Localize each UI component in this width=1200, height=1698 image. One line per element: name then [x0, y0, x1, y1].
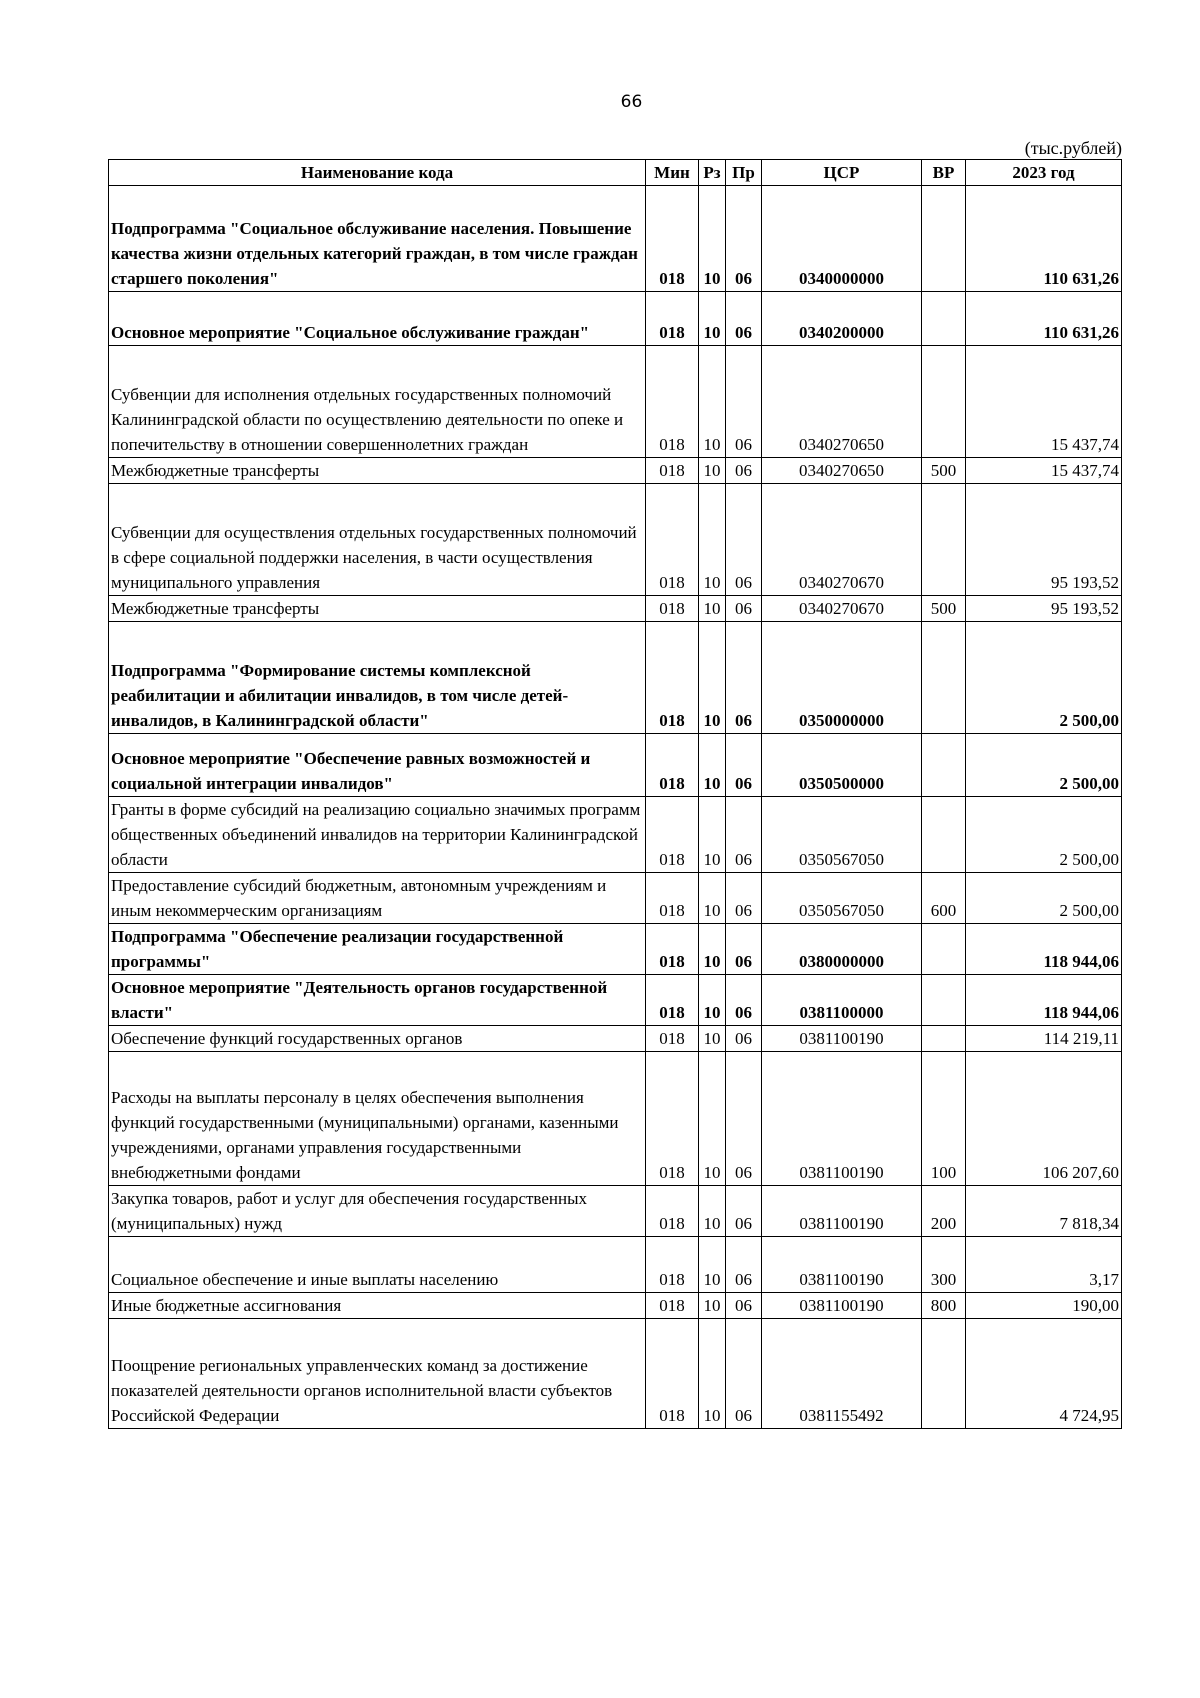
- header-year: 2023 год: [966, 160, 1122, 186]
- row-name: Закупка товаров, работ и услуг для обеспечения государственных (муниципальных) нужд: [109, 1186, 646, 1237]
- row-pr: 06: [726, 1186, 762, 1237]
- row-amount: 2 500,00: [966, 797, 1122, 873]
- row-vr: [922, 1319, 966, 1429]
- row-name: Иные бюджетные ассигнования: [109, 1293, 646, 1319]
- row-csr: 0381155492: [762, 1319, 922, 1429]
- row-amount: 118 944,06: [966, 924, 1122, 975]
- row-pr: 06: [726, 975, 762, 1026]
- row-min: 018: [646, 346, 699, 458]
- row-pr: 06: [726, 1026, 762, 1052]
- row-pr: 06: [726, 484, 762, 596]
- row-amount: 106 207,60: [966, 1052, 1122, 1186]
- row-rz: 10: [699, 458, 726, 484]
- table-row: [109, 596, 1122, 622]
- row-amount: 118 944,06: [966, 975, 1122, 1026]
- header-csr: ЦСР: [762, 160, 922, 186]
- row-csr: 0381100190: [762, 1026, 922, 1052]
- table-row: [109, 292, 1122, 346]
- row-min: 018: [646, 1293, 699, 1319]
- row-amount: 2 500,00: [966, 622, 1122, 734]
- row-min: 018: [646, 873, 699, 924]
- row-csr: 0340270670: [762, 484, 922, 596]
- table-row: [109, 346, 1122, 458]
- table-row: [109, 186, 1122, 292]
- row-csr: 0380000000: [762, 924, 922, 975]
- row-min: 018: [646, 1026, 699, 1052]
- table-row: [109, 873, 1122, 924]
- row-amount: 15 437,74: [966, 458, 1122, 484]
- row-min: 018: [646, 186, 699, 292]
- row-vr: [922, 975, 966, 1026]
- row-amount: 2 500,00: [966, 873, 1122, 924]
- row-name: Подпрограмма "Обеспечение реализации государственной программы": [109, 924, 646, 975]
- row-vr: [922, 186, 966, 292]
- table-row: [109, 458, 1122, 484]
- row-name: Социальное обеспечение и иные выплаты населению: [109, 1237, 646, 1293]
- row-name: Предоставление субсидий бюджетным, автономным учреждениям и иным некоммерческим организациям: [109, 873, 646, 924]
- table-row: [109, 975, 1122, 1026]
- row-rz: 10: [699, 1026, 726, 1052]
- table-row: [109, 1237, 1122, 1293]
- header-min: Мин: [646, 160, 699, 186]
- row-vr: 200: [922, 1186, 966, 1237]
- row-csr: 0381100190: [762, 1237, 922, 1293]
- row-csr: 0381100190: [762, 1186, 922, 1237]
- row-rz: 10: [699, 346, 726, 458]
- row-csr: 0350567050: [762, 873, 922, 924]
- page-number: 66: [620, 92, 643, 112]
- row-rz: 10: [699, 622, 726, 734]
- row-rz: 10: [699, 873, 726, 924]
- row-pr: 06: [726, 1237, 762, 1293]
- row-rz: 10: [699, 797, 726, 873]
- row-pr: 06: [726, 346, 762, 458]
- row-vr: 500: [922, 596, 966, 622]
- row-name: Гранты в форме субсидий на реализацию социально значимых программ общественных объединений инвалидов на территории Калининградской области: [109, 797, 646, 873]
- row-amount: 95 193,52: [966, 596, 1122, 622]
- row-rz: 10: [699, 734, 726, 797]
- row-amount: 114 219,11: [966, 1026, 1122, 1052]
- row-min: 018: [646, 1186, 699, 1237]
- table-row: [109, 1293, 1122, 1319]
- table-body: [109, 186, 1122, 1429]
- row-csr: 0350000000: [762, 622, 922, 734]
- row-vr: 800: [922, 1293, 966, 1319]
- units-label: (тыс.рублей): [1024, 138, 1122, 158]
- table-header-row: [109, 160, 1122, 186]
- row-vr: [922, 346, 966, 458]
- row-amount: 110 631,26: [966, 292, 1122, 346]
- row-pr: 06: [726, 1293, 762, 1319]
- table-row: [109, 1026, 1122, 1052]
- row-amount: 3,17: [966, 1237, 1122, 1293]
- table-row: [109, 734, 1122, 797]
- row-csr: 0340000000: [762, 186, 922, 292]
- row-vr: 600: [922, 873, 966, 924]
- row-name: Подпрограмма "Формирование системы комплексной реабилитации и абилитации инвалидов, в том числе детей-инвалидов, в Калининградской области": [109, 622, 646, 734]
- header-vr: ВР: [922, 160, 966, 186]
- row-amount: 190,00: [966, 1293, 1122, 1319]
- table-row: [109, 1319, 1122, 1429]
- row-name: Межбюджетные трансферты: [109, 596, 646, 622]
- row-amount: 4 724,95: [966, 1319, 1122, 1429]
- row-name: Подпрограмма "Социальное обслуживание населения. Повышение качества жизни отдельных категорий граждан, в том числе граждан старшего поколения": [109, 186, 646, 292]
- row-rz: 10: [699, 924, 726, 975]
- row-rz: 10: [699, 484, 726, 596]
- row-name: Межбюджетные трансферты: [109, 458, 646, 484]
- row-csr: 0381100000: [762, 975, 922, 1026]
- row-name: Поощрение региональных управленческих команд за достижение показателей деятельности органов исполнительной власти субъектов Российской Федерации: [109, 1319, 646, 1429]
- row-vr: 300: [922, 1237, 966, 1293]
- table-row: [109, 924, 1122, 975]
- row-rz: 10: [699, 1186, 726, 1237]
- row-pr: 06: [726, 622, 762, 734]
- row-rz: 10: [699, 1052, 726, 1186]
- row-amount: 110 631,26: [966, 186, 1122, 292]
- row-pr: 06: [726, 873, 762, 924]
- row-vr: [922, 292, 966, 346]
- row-pr: 06: [726, 797, 762, 873]
- row-vr: [922, 797, 966, 873]
- row-pr: 06: [726, 1052, 762, 1186]
- row-min: 018: [646, 596, 699, 622]
- row-pr: 06: [726, 458, 762, 484]
- row-csr: 0340200000: [762, 292, 922, 346]
- row-min: 018: [646, 484, 699, 596]
- row-rz: 10: [699, 186, 726, 292]
- row-csr: 0340270650: [762, 458, 922, 484]
- budget-table: [108, 159, 1122, 1429]
- row-min: 018: [646, 622, 699, 734]
- row-vr: 500: [922, 458, 966, 484]
- row-rz: 10: [699, 596, 726, 622]
- row-pr: 06: [726, 186, 762, 292]
- row-csr: 0340270670: [762, 596, 922, 622]
- row-name: Субвенции для осуществления отдельных государственных полномочий в сфере социальной поддержки населения, в части осуществления муниципального управления: [109, 484, 646, 596]
- row-amount: 15 437,74: [966, 346, 1122, 458]
- row-name: Субвенции для исполнения отдельных государственных полномочий Калининградской области по осуществлению деятельности по опеке и попечительству в отношении совершеннолетних граждан: [109, 346, 646, 458]
- row-rz: 10: [699, 975, 726, 1026]
- header-rz: Рз: [699, 160, 726, 186]
- row-pr: 06: [726, 292, 762, 346]
- row-min: 018: [646, 734, 699, 797]
- row-csr: 0381100190: [762, 1052, 922, 1186]
- row-rz: 10: [699, 1293, 726, 1319]
- row-pr: 06: [726, 924, 762, 975]
- row-rz: 10: [699, 292, 726, 346]
- row-csr: 0340270650: [762, 346, 922, 458]
- row-min: 018: [646, 975, 699, 1026]
- row-vr: [922, 1026, 966, 1052]
- row-csr: 0381100190: [762, 1293, 922, 1319]
- row-pr: 06: [726, 1319, 762, 1429]
- row-vr: [922, 924, 966, 975]
- row-min: 018: [646, 1319, 699, 1429]
- table-row: [109, 1052, 1122, 1186]
- row-vr: [922, 622, 966, 734]
- row-min: 018: [646, 1237, 699, 1293]
- table-row: [109, 484, 1122, 596]
- row-csr: 0350500000: [762, 734, 922, 797]
- row-amount: 2 500,00: [966, 734, 1122, 797]
- row-rz: 10: [699, 1237, 726, 1293]
- table-row: [109, 1186, 1122, 1237]
- row-min: 018: [646, 458, 699, 484]
- row-vr: 100: [922, 1052, 966, 1186]
- row-amount: 7 818,34: [966, 1186, 1122, 1237]
- row-amount: 95 193,52: [966, 484, 1122, 596]
- row-min: 018: [646, 797, 699, 873]
- row-name: Основное мероприятие "Социальное обслуживание граждан": [109, 292, 646, 346]
- row-name: Основное мероприятие "Обеспечение равных возможностей и социальной интеграции инвалидов": [109, 734, 646, 797]
- header-pr: Пр: [726, 160, 762, 186]
- header-name: Наименование кода: [109, 160, 646, 186]
- table-row: [109, 797, 1122, 873]
- row-name: Обеспечение функций государственных органов: [109, 1026, 646, 1052]
- row-rz: 10: [699, 1319, 726, 1429]
- row-vr: [922, 734, 966, 797]
- table-row: [109, 622, 1122, 734]
- row-min: 018: [646, 292, 699, 346]
- row-pr: 06: [726, 596, 762, 622]
- row-name: Расходы на выплаты персоналу в целях обеспечения выполнения функций государственными (муниципальными) органами, казенными учреждениями, органами управления государственными внебюджетными фондами: [109, 1052, 646, 1186]
- row-name: Основное мероприятие "Деятельность органов государственной власти": [109, 975, 646, 1026]
- row-vr: [922, 484, 966, 596]
- row-csr: 0350567050: [762, 797, 922, 873]
- row-min: 018: [646, 924, 699, 975]
- row-min: 018: [646, 1052, 699, 1186]
- row-pr: 06: [726, 734, 762, 797]
